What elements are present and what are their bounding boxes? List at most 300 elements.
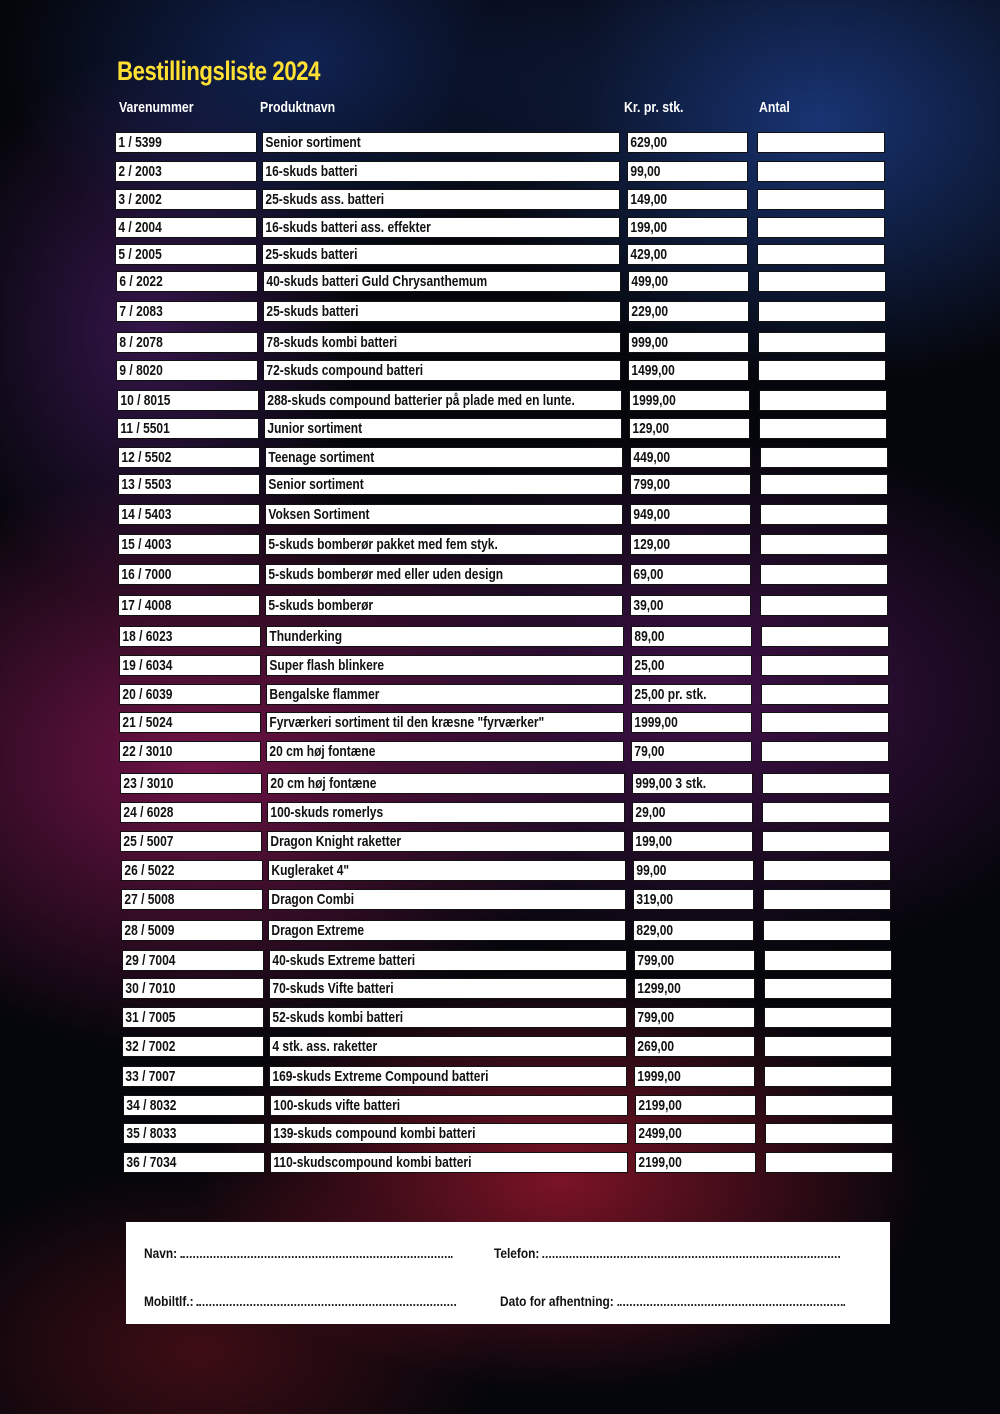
price-cell — [632, 773, 753, 794]
item-number-cell — [119, 655, 261, 676]
product-name-cell — [270, 1095, 628, 1116]
product-name-cell — [266, 712, 624, 733]
item-number-cell-text: 35 / 8033 — [126, 1125, 177, 1142]
product-name-cell-text: 110-skudscompound kombi batteri — [273, 1154, 472, 1171]
item-number-cell-text: 33 / 7007 — [125, 1068, 176, 1085]
table-row — [3, 595, 1000, 616]
price-cell-text: 199,00 — [630, 219, 668, 236]
item-number-cell-text: 8 / 2078 — [119, 334, 163, 351]
price-cell-text: 1999,00 — [634, 714, 678, 731]
product-name-cell-text: Super flash blinkere — [269, 657, 385, 674]
price-cell-text: 829,00 — [636, 922, 674, 939]
item-number-cell — [122, 978, 264, 999]
product-name-cell-text: 25-skuds batteri — [265, 246, 358, 263]
product-name-cell — [262, 217, 620, 238]
table-row — [0, 189, 1000, 210]
price-cell-text: 799,00 — [633, 476, 671, 493]
product-name-cell — [269, 950, 627, 971]
table-row — [8, 1123, 1000, 1144]
product-name-cell-text: Kugleraket 4" — [271, 862, 350, 879]
product-name-cell — [262, 161, 620, 182]
product-name-cell — [264, 418, 622, 439]
table-row — [5, 802, 1000, 823]
product-name-cell — [263, 332, 621, 353]
quantity-input[interactable] — [763, 920, 891, 941]
item-number-cell-text: 5 / 2005 — [118, 246, 162, 263]
item-number-cell-text: 23 / 3010 — [123, 775, 174, 792]
product-name-cell — [268, 889, 626, 910]
quantity-input[interactable] — [765, 1123, 893, 1144]
item-number-cell — [116, 271, 258, 292]
table-row — [7, 1036, 1000, 1057]
price-cell — [631, 712, 752, 733]
product-name-cell — [268, 920, 626, 941]
quantity-input[interactable] — [760, 534, 888, 555]
item-number-cell-text: 16 / 7000 — [121, 566, 172, 583]
item-number-cell-text: 2 / 2003 — [118, 163, 162, 180]
price-cell-text: 25,00 — [634, 657, 665, 674]
table-row — [3, 564, 1000, 585]
table-row — [4, 741, 1000, 762]
price-cell-text: 99,00 — [636, 862, 667, 879]
quantity-input[interactable] — [761, 684, 889, 705]
product-name-cell-text: 288-skuds compound batterier på plade med en lunte. — [267, 392, 575, 409]
table-row — [7, 1066, 1000, 1087]
quantity-input[interactable] — [760, 595, 888, 616]
quantity-input[interactable] — [764, 1036, 892, 1057]
table-row — [7, 1007, 1000, 1028]
item-number-cell-text: 10 / 8015 — [120, 392, 171, 409]
quantity-input[interactable] — [759, 390, 887, 411]
quantity-input[interactable] — [762, 773, 890, 794]
quantity-input[interactable] — [758, 271, 886, 292]
item-number-cell — [122, 1036, 264, 1057]
pickup-date-label: Dato for afhentning: — [500, 1293, 614, 1309]
quantity-input[interactable] — [761, 626, 889, 647]
item-number-cell — [115, 244, 257, 265]
product-name-cell — [266, 655, 624, 676]
price-cell — [631, 684, 752, 705]
table-row — [4, 626, 1000, 647]
item-number-cell-text: 9 / 8020 — [119, 362, 163, 379]
item-number-cell-text: 31 / 7005 — [125, 1009, 176, 1026]
product-name-cell — [267, 773, 625, 794]
price-cell — [634, 1036, 755, 1057]
name-label: Navn: — [144, 1245, 178, 1261]
item-number-cell-text: 29 / 7004 — [125, 952, 176, 969]
price-cell-text: 629,00 — [630, 134, 668, 151]
product-name-cell-text: 16-skuds batteri ass. effekter — [265, 219, 431, 236]
product-name-cell-text: Dragon Combi — [271, 891, 355, 908]
item-number-cell — [115, 132, 257, 153]
price-cell — [630, 564, 751, 585]
product-name-cell-text: Voksen Sortiment — [268, 506, 370, 523]
item-number-cell-text: 30 / 7010 — [125, 980, 176, 997]
item-number-cell — [117, 418, 259, 439]
item-number-cell-text: 21 / 5024 — [122, 714, 173, 731]
product-name-cell — [262, 189, 620, 210]
quantity-input[interactable] — [757, 132, 885, 153]
product-name-cell — [265, 595, 623, 616]
price-cell-text: 269,00 — [637, 1038, 675, 1055]
product-name-cell-text: 100-skuds vifte batteri — [273, 1097, 401, 1114]
product-name-cell — [267, 831, 625, 852]
product-name-cell — [265, 534, 623, 555]
item-number-cell-text: 27 / 5008 — [124, 891, 175, 908]
price-cell-text: 229,00 — [631, 303, 669, 320]
price-cell-text: 2199,00 — [638, 1097, 682, 1114]
price-cell — [628, 301, 749, 322]
item-number-cell-text: 36 / 7034 — [126, 1154, 177, 1171]
item-number-cell — [116, 360, 258, 381]
item-number-cell-text: 26 / 5022 — [124, 862, 175, 879]
price-cell — [627, 132, 748, 153]
item-number-cell — [120, 831, 262, 852]
price-cell-text: 2199,00 — [638, 1154, 682, 1171]
price-cell — [630, 447, 751, 468]
table-row — [5, 831, 1000, 852]
item-number-cell — [119, 684, 261, 705]
price-cell-text: 1999,00 — [637, 1068, 681, 1085]
product-name-cell-text: Dragon Knight raketter — [270, 833, 402, 850]
product-name-cell — [262, 244, 620, 265]
product-name-cell-text: Thunderking — [269, 628, 343, 645]
phone-field[interactable] — [494, 1244, 840, 1261]
product-name-cell-text: Dragon Extreme — [271, 922, 365, 939]
product-name-cell — [266, 741, 624, 762]
quantity-input[interactable] — [757, 244, 885, 265]
product-name-cell — [270, 1152, 628, 1173]
price-cell-text: 79,00 — [634, 743, 665, 760]
column-header-produktnavn: Produktnavn — [260, 99, 336, 116]
item-number-cell-text: 22 / 3010 — [122, 743, 173, 760]
item-number-cell — [123, 1095, 265, 1116]
product-name-cell — [268, 860, 626, 881]
item-number-cell — [121, 860, 263, 881]
price-cell-text: 99,00 — [630, 163, 661, 180]
item-number-cell-text: 13 / 5503 — [121, 476, 172, 493]
price-cell-text: 499,00 — [631, 273, 669, 290]
item-number-cell — [119, 741, 261, 762]
quantity-input[interactable] — [763, 889, 891, 910]
item-number-cell — [123, 1152, 265, 1173]
product-name-cell — [266, 684, 624, 705]
price-cell-text: 39,00 — [633, 597, 664, 614]
product-name-cell-text: 5-skuds bomberør med eller uden design — [268, 566, 504, 583]
product-name-cell-text: 70-skuds Vifte batteri — [272, 980, 394, 997]
item-number-cell-text: 34 / 8032 — [126, 1097, 177, 1114]
price-cell-text: 69,00 — [633, 566, 664, 583]
product-name-cell — [269, 978, 627, 999]
product-name-cell — [263, 301, 621, 322]
table-row — [8, 1152, 1000, 1173]
quantity-input[interactable] — [758, 360, 886, 381]
item-number-cell — [122, 1007, 264, 1028]
item-number-cell-text: 18 / 6023 — [122, 628, 173, 645]
item-number-cell — [120, 773, 262, 794]
price-cell-text: 949,00 — [633, 506, 671, 523]
table-row — [1, 271, 1000, 292]
price-cell-text: 129,00 — [633, 536, 671, 553]
product-name-cell-text: 40-skuds Extreme batteri — [272, 952, 416, 969]
product-name-cell — [263, 360, 621, 381]
product-name-cell-text: 78-skuds kombi batteri — [266, 334, 398, 351]
table-row — [4, 684, 1000, 705]
item-number-cell-text: 7 / 2083 — [119, 303, 163, 320]
quantity-input[interactable] — [764, 1066, 892, 1087]
price-cell — [631, 626, 752, 647]
price-cell — [629, 418, 750, 439]
item-number-cell-text: 4 / 2004 — [118, 219, 162, 236]
product-name-cell-text: 52-skuds kombi batteri — [272, 1009, 404, 1026]
item-number-cell — [123, 1123, 265, 1144]
product-name-cell-text: Fyrværkeri sortiment til den kræsne "fyrværker" — [269, 714, 545, 731]
table-row — [3, 474, 1000, 495]
price-cell — [635, 1123, 756, 1144]
product-name-cell — [269, 1066, 627, 1087]
mobile-field[interactable] — [144, 1292, 456, 1309]
item-number-cell-text: 3 / 2002 — [118, 191, 162, 208]
price-cell — [634, 950, 755, 971]
price-cell-text: 149,00 — [630, 191, 668, 208]
item-number-cell — [118, 447, 260, 468]
item-number-cell-text: 17 / 4008 — [121, 597, 172, 614]
quantity-input[interactable] — [761, 655, 889, 676]
item-number-cell — [115, 161, 257, 182]
item-number-cell — [122, 950, 264, 971]
product-name-cell — [269, 1007, 627, 1028]
price-cell — [633, 860, 754, 881]
price-cell-text: 129,00 — [632, 420, 670, 437]
phone-label: Telefon: — [494, 1245, 540, 1261]
table-row — [3, 504, 1000, 525]
price-cell-text: 799,00 — [637, 1009, 675, 1026]
price-cell-text: 449,00 — [633, 449, 671, 466]
price-cell — [628, 360, 749, 381]
quantity-input[interactable] — [764, 950, 892, 971]
item-number-cell — [121, 889, 263, 910]
quantity-input[interactable] — [759, 418, 887, 439]
pickup-date-field[interactable] — [500, 1292, 845, 1309]
price-cell — [631, 741, 752, 762]
product-name-cell-text: Senior sortiment — [265, 134, 361, 151]
item-number-cell-text: 20 / 6039 — [122, 686, 173, 703]
price-cell — [630, 534, 751, 555]
price-cell — [634, 1007, 755, 1028]
price-cell-text: 999,00 — [631, 334, 669, 351]
product-name-cell-text: Junior sortiment — [267, 420, 363, 437]
product-name-cell-text: 16-skuds batteri — [265, 163, 358, 180]
item-number-cell-text: 15 / 4003 — [121, 536, 172, 553]
price-cell-text: 999,00 3 stk. — [635, 775, 707, 792]
page-title: Bestillingsliste 2024 — [117, 56, 321, 86]
product-name-cell-text: Teenage sortiment — [268, 449, 375, 466]
table-row — [4, 655, 1000, 676]
quantity-input[interactable] — [760, 504, 888, 525]
quantity-input[interactable] — [761, 712, 889, 733]
quantity-input[interactable] — [757, 189, 885, 210]
table-row — [2, 390, 1000, 411]
item-number-cell-text: 28 / 5009 — [124, 922, 175, 939]
item-number-cell — [117, 390, 259, 411]
product-name-cell — [270, 1123, 628, 1144]
price-cell-text: 29,00 — [635, 804, 666, 821]
item-number-cell — [118, 504, 260, 525]
quantity-input[interactable] — [757, 217, 885, 238]
price-cell — [634, 1066, 755, 1087]
price-cell — [627, 217, 748, 238]
price-cell — [630, 504, 751, 525]
product-name-cell — [265, 474, 623, 495]
table-row — [1, 332, 1000, 353]
price-cell — [632, 831, 753, 852]
table-row — [0, 217, 1000, 238]
price-cell-text: 799,00 — [637, 952, 675, 969]
table-row — [3, 534, 1000, 555]
table-row — [5, 773, 1000, 794]
product-name-cell-text: 5-skuds bomberør pakket med fem styk. — [268, 536, 498, 553]
price-cell-text: 199,00 — [635, 833, 673, 850]
price-cell — [628, 271, 749, 292]
quantity-input[interactable] — [757, 161, 885, 182]
item-number-cell-text: 6 / 2022 — [119, 273, 163, 290]
price-cell — [631, 655, 752, 676]
item-number-cell-text: 1 / 5399 — [118, 134, 162, 151]
product-name-cell-text: 4 stk. ass. raketter — [272, 1038, 378, 1055]
quantity-input[interactable] — [764, 978, 892, 999]
price-cell — [635, 1095, 756, 1116]
product-name-cell-text: 100-skuds romerlys — [270, 804, 384, 821]
item-number-cell-text: 32 / 7002 — [125, 1038, 176, 1055]
product-name-cell — [265, 447, 623, 468]
item-number-cell — [115, 217, 257, 238]
item-number-cell — [121, 920, 263, 941]
table-row — [6, 860, 1000, 881]
table-row — [7, 950, 1000, 971]
price-cell — [628, 332, 749, 353]
table-row — [0, 244, 1000, 265]
price-cell-text: 1499,00 — [631, 362, 675, 379]
quantity-input[interactable] — [765, 1095, 893, 1116]
table-row — [8, 1095, 1000, 1116]
product-name-cell-text: 20 cm høj fontæne — [270, 775, 377, 792]
price-cell — [627, 189, 748, 210]
table-row — [4, 712, 1000, 733]
product-name-cell-text: 5-skuds bomberør — [268, 597, 374, 614]
product-name-cell-text: 25-skuds batteri — [266, 303, 359, 320]
column-header-varenummer: Varenummer — [119, 99, 194, 116]
item-number-cell-text: 19 / 6034 — [122, 657, 173, 674]
table-row — [0, 161, 1000, 182]
item-number-cell — [120, 802, 262, 823]
quantity-input[interactable] — [765, 1152, 893, 1173]
price-cell — [632, 802, 753, 823]
item-number-cell-text: 14 / 5403 — [121, 506, 172, 523]
item-number-cell — [122, 1066, 264, 1087]
quantity-input[interactable] — [762, 831, 890, 852]
product-name-cell — [262, 132, 620, 153]
product-name-cell-text: 20 cm høj fontæne — [269, 743, 376, 760]
product-name-cell-text: 139-skuds compound kombi batteri — [273, 1125, 476, 1142]
price-cell — [633, 889, 754, 910]
price-cell — [630, 474, 751, 495]
mobile-label: Mobiltlf.: — [144, 1293, 194, 1309]
product-name-cell-text: 72-skuds compound batteri — [266, 362, 424, 379]
item-number-cell — [119, 712, 261, 733]
item-number-cell-text: 11 / 5501 — [120, 420, 170, 437]
price-cell — [634, 978, 755, 999]
quantity-input[interactable] — [760, 564, 888, 585]
price-cell — [633, 920, 754, 941]
item-number-cell-text: 24 / 6028 — [123, 804, 174, 821]
column-header-antal: Antal — [759, 99, 790, 116]
product-name-cell — [267, 802, 625, 823]
product-name-cell-text: 25-skuds ass. batteri — [265, 191, 385, 208]
price-cell-text: 1999,00 — [632, 392, 676, 409]
product-name-cell-text: 40-skuds batteri Guld Chrysanthemum — [266, 273, 488, 290]
table-row — [0, 132, 1000, 153]
price-cell-text: 319,00 — [636, 891, 674, 908]
table-row — [3, 447, 1000, 468]
product-name-cell — [263, 271, 621, 292]
price-cell — [627, 244, 748, 265]
item-number-cell — [115, 189, 257, 210]
price-cell-text: 2499,00 — [638, 1125, 682, 1142]
item-number-cell — [119, 626, 261, 647]
price-cell-text: 1299,00 — [637, 980, 681, 997]
product-name-cell-text: 169-skuds Extreme Compound batteri — [272, 1068, 489, 1085]
item-number-cell — [118, 595, 260, 616]
quantity-input[interactable] — [760, 474, 888, 495]
item-number-cell — [116, 332, 258, 353]
product-name-cell — [265, 504, 623, 525]
product-name-cell — [269, 1036, 627, 1057]
table-row — [2, 418, 1000, 439]
product-name-cell-text: Bengalske flammer — [269, 686, 380, 703]
quantity-input[interactable] — [762, 802, 890, 823]
price-cell — [630, 595, 751, 616]
price-cell-text: 25,00 pr. stk. — [634, 686, 707, 703]
table-row — [6, 920, 1000, 941]
quantity-input[interactable] — [763, 860, 891, 881]
customer-form — [126, 1222, 890, 1324]
table-row — [7, 978, 1000, 999]
quantity-input[interactable] — [760, 447, 888, 468]
name-field[interactable] — [144, 1244, 452, 1261]
quantity-input[interactable] — [758, 301, 886, 322]
item-number-cell — [118, 564, 260, 585]
quantity-input[interactable] — [761, 741, 889, 762]
product-name-cell — [266, 626, 624, 647]
price-cell-text: 89,00 — [634, 628, 665, 645]
item-number-cell-text: 12 / 5502 — [121, 449, 172, 466]
quantity-input[interactable] — [758, 332, 886, 353]
item-number-cell-text: 25 / 5007 — [123, 833, 174, 850]
product-name-cell — [265, 564, 623, 585]
quantity-input[interactable] — [764, 1007, 892, 1028]
item-number-cell — [118, 474, 260, 495]
product-name-cell-text: Senior sortiment — [268, 476, 364, 493]
price-cell — [629, 390, 750, 411]
product-name-cell — [264, 390, 622, 411]
price-cell-text: 429,00 — [630, 246, 668, 263]
table-row — [6, 889, 1000, 910]
table-row — [1, 360, 1000, 381]
item-number-cell — [116, 301, 258, 322]
price-cell — [627, 161, 748, 182]
column-header-pris: Kr. pr. stk. — [624, 99, 684, 116]
table-row — [1, 301, 1000, 322]
